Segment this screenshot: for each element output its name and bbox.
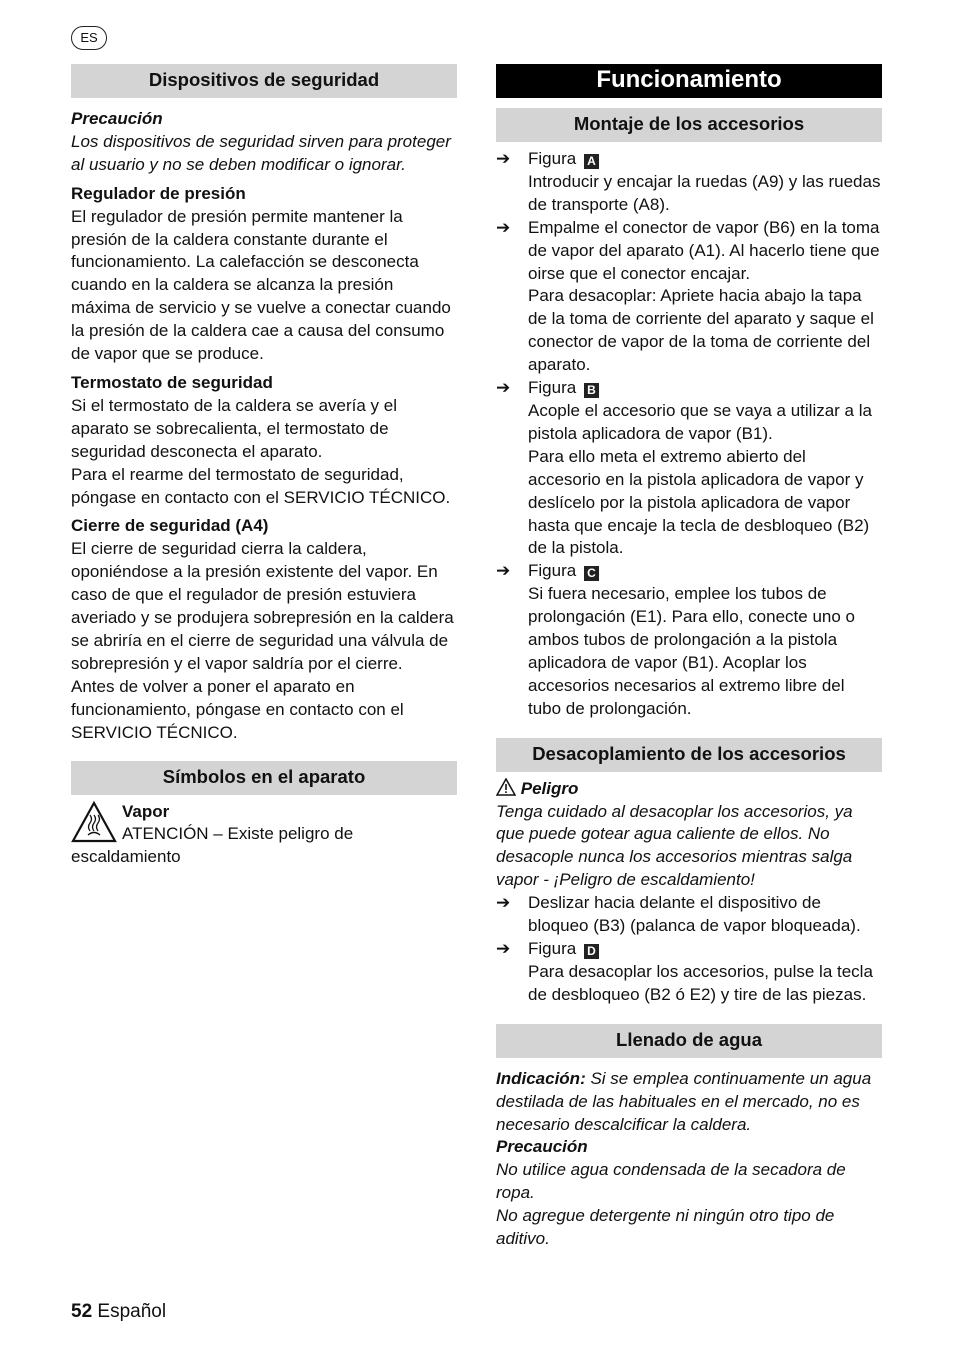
step-d-text: Para desacoplar los accesorios, pulse la tecla de desbloqueo (B2 ó E2) y tire de las piezas. xyxy=(528,961,873,1004)
pressure-regulator-text: El regulador de presión permite mantener la presión de la caldera constante durante el funcionamiento. La calefacción se desconecta cuando en la caldera se alcanza la presión máxima de servicio y se vuelve a conectar cuando la presión de la caldera cae a causa del consumo de vapor que se produce. xyxy=(71,206,451,364)
figure-word: Figura xyxy=(528,561,577,581)
left-column xyxy=(71,64,457,869)
section-header-accessory-removal: Desacoplamiento de los accesorios xyxy=(496,738,882,772)
water-caution-text-2: No agregue detergente ni ningún otro tipo de aditivo. xyxy=(496,1206,835,1249)
step-connect-steam xyxy=(496,217,882,377)
water-caution-label: Precaución xyxy=(496,1137,588,1157)
caution-label: Precaución xyxy=(71,109,163,128)
danger-label-row xyxy=(496,778,882,801)
step-figure-a xyxy=(496,148,882,217)
steam-warning-icon xyxy=(71,801,117,843)
figure-a-icon: A xyxy=(584,154,599,169)
step-connect-text: Empalme el conector de vapor (B6) en la toma de vapor del aparato (A1). Al hacerlo tiene que oirse que el conector encajar. xyxy=(528,217,880,283)
steam-symbol-text: ATENCIÓN – Existe peligro de escaldamiento xyxy=(71,824,354,867)
section-header-device-symbols: Símbolos en el aparato xyxy=(71,761,457,795)
step-figure-b xyxy=(496,377,882,560)
note-text: Si se emplea continuamente un agua destilada de las habituales en el mercado, no es necesario descalcificar la caldera. xyxy=(496,1068,872,1134)
page-footer xyxy=(71,1301,166,1323)
arrow-right-icon: ➔ xyxy=(496,149,511,168)
figure-word: Figura xyxy=(528,149,577,168)
figure-word: Figura xyxy=(528,378,577,398)
footer-language: Español xyxy=(97,1301,167,1322)
page-title-operation: Funcionamiento xyxy=(496,64,882,98)
step-slide-lock-text: Deslizar hacia delante el dispositivo de bloqueo (B3) (palanca de vapor bloqueada). xyxy=(528,893,861,936)
note-paragraph xyxy=(496,1068,882,1137)
danger-text: Tenga cuidado al desacoplar los accesorios, ya que puede gotear agua caliente de ellos. No desacople nunca los accesorios mientras salga vapor - ¡Peligro de escaldamiento! xyxy=(496,801,853,890)
figure-b-icon: B xyxy=(584,383,599,398)
safety-lock-text: El cierre de seguridad cierra la caldera, oponiéndose a la presión existente del vapor. En caso de que el regulador de presión estuviera averiado y se produjera sobrepresión en la caldera se abriría en el cierre de seguridad una válvula de sobrepresión y el vapor saldría por el cierre. xyxy=(71,539,454,673)
step-figure-d xyxy=(496,938,882,1007)
language-badge: ES xyxy=(71,26,107,50)
page-number: 52 xyxy=(71,1301,93,1322)
safety-lock-title: Cierre de seguridad (A4) xyxy=(71,516,269,536)
warning-triangle-icon xyxy=(496,778,516,796)
section-header-safety-devices: Dispositivos de seguridad xyxy=(71,64,457,98)
figure-d-icon: D xyxy=(584,944,599,959)
steam-symbol-title: Vapor xyxy=(122,802,170,822)
arrow-right-icon: ➔ xyxy=(496,217,511,237)
safety-lock-service-text: Antes de volver a poner el aparato en funcionamiento, póngase en contacto con el SERVICIO TÉCNICO. xyxy=(71,676,404,742)
step-b-text-1: Acople el accesorio que se vaya a utilizar a la pistola aplicadora de vapor (B1). xyxy=(528,400,872,443)
step-slide-lock xyxy=(496,892,882,938)
arrow-right-icon: ➔ xyxy=(496,561,511,581)
section-header-water-filling: Llenado de agua xyxy=(496,1024,882,1058)
step-b-text-2: Para ello meta el extremo abierto del accesorio en la pistola aplicadora de vapor y deslícelo por la pistola aplicadora de vapor hasta que encaje la tecla de desbloqueo (B2) de la pistola. xyxy=(528,446,870,558)
note-label: Indicación: xyxy=(496,1068,586,1088)
danger-label: Peligro xyxy=(520,778,579,798)
arrow-right-icon: ➔ xyxy=(496,939,511,958)
arrow-right-icon: ➔ xyxy=(496,893,511,913)
step-figure-c xyxy=(496,560,882,720)
water-caution-text-1: No utilice agua condensada de la secadora de ropa. xyxy=(496,1160,846,1203)
step-disconnect-text: Para desacoplar: Apriete hacia abajo la tapa de la toma de corriente del aparato y saque el conector de vapor de la toma de corriente del aparato. xyxy=(528,286,874,375)
pressure-regulator-title: Regulador de presión xyxy=(71,183,246,203)
step-c-text: Si fuera necesario, emplee los tubos de prolongación (E1). Para ello, conecte uno o ambos tubos de prolongación a la pistola aplicadora de vapor (B1). Acoplar los accesorios necesarios al extremo libre del tubo de prolongación. xyxy=(528,584,855,718)
figure-c-icon: C xyxy=(584,566,599,581)
caution-text: Los dispositivos de seguridad sirven para proteger al usuario y no se deben modificar o ignorar. xyxy=(71,131,451,174)
arrow-right-icon: ➔ xyxy=(496,378,511,398)
safety-thermostat-title: Termostato de seguridad xyxy=(71,372,273,392)
step-a-text: Introducir y encajar la ruedas (A9) y las ruedas de transporte (A8). xyxy=(528,171,881,214)
figure-word: Figura xyxy=(528,939,577,958)
safety-thermostat-reset-text: Para el rearme del termostato de seguridad, póngase en contacto con el SERVICIO TÉCNICO. xyxy=(71,464,451,507)
right-column xyxy=(496,64,882,1251)
section-header-accessory-assembly: Montaje de los accesorios xyxy=(496,108,882,142)
safety-thermostat-text: Si el termostato de la caldera se avería y el aparato se sobrecalienta, el termostato de seguridad desconecta el aparato. xyxy=(71,395,397,461)
